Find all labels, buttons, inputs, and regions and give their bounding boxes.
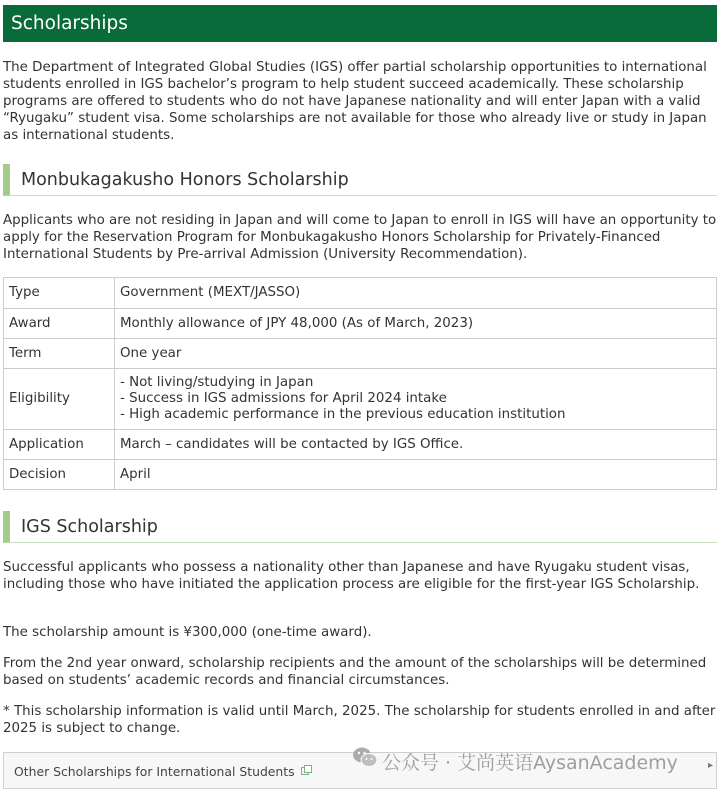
other-scholarships-link-label: Other Scholarships for International Students: [14, 764, 295, 779]
monbukagakusho-table: [3, 277, 717, 490]
igs-paragraph-second-year: From the 2nd year onward, scholarship recipients and the amount of the scholarships will be determined based on students’ academic records and financial circumstances.: [3, 656, 707, 688]
award-value: Monthly allowance of JPY 48,000 (As of March, 2023): [115, 309, 717, 339]
table-row: [4, 369, 717, 430]
wechat-icon: [352, 746, 378, 777]
eligibility-label: Eligibility: [4, 369, 115, 430]
igs-heading: IGS Scholarship: [3, 511, 717, 543]
application-label: Application: [4, 430, 115, 460]
monbukagakusho-description: Applicants who are not residing in Japan and will come to Japan to enroll in IGS will have an opportunity to apply for the Reservation Program for Monbukagakusho Honors Scholarship for Privately-Financed International Students by Pre-arrival Admission (University Recommendation).: [3, 213, 717, 262]
type-label: Type: [4, 278, 115, 309]
award-label: Award: [4, 309, 115, 339]
eligibility-item: - Success in IGS admissions for April 2024 intake: [120, 391, 447, 406]
table-row: [4, 430, 717, 460]
eligibility-item: - Not living/studying in Japan: [120, 375, 314, 390]
table-row: [4, 460, 717, 490]
watermark-text: 公众号 · 艾尚英语AysanAcademy: [382, 752, 678, 774]
intro-paragraph: The Department of Integrated Global Studies (IGS) offer partial scholarship opportunities to international students enrolled in IGS bachelor’s program to help student succeed academically. These scholarship programs are offered to students who do not have Japanese nationality and will enter Japan with a valid “Ryugaku” student visa. Some scholarships are not available for those who already live or study in Japan as international students.: [3, 60, 707, 143]
monbukagakusho-heading: Monbukagakusho Honors Scholarship: [3, 164, 717, 196]
decision-value: April: [115, 460, 717, 490]
other-scholarships-link[interactable]: [14, 753, 312, 790]
table-row: [4, 339, 717, 369]
igs-paragraph-amount: The scholarship amount is ¥300,000 (one-time award).: [3, 625, 372, 640]
application-value: March – candidates will be contacted by IGS Office.: [115, 430, 717, 460]
igs-paragraph-validity-note: * This scholarship information is valid until March, 2025. The scholarship for students enrolled in and after 2025 is subject to change.: [3, 704, 716, 736]
table-row: [4, 278, 717, 309]
table-row: [4, 309, 717, 339]
scroll-right-arrow[interactable]: ▸: [707, 760, 713, 771]
igs-paragraph-eligibility: Successful applicants who possess a nationality other than Japanese and have Ryugaku student visas, including those who have initiated the application process are eligible for the first-year IGS Scholarship.: [3, 560, 700, 592]
term-value: One year: [115, 339, 717, 369]
term-label: Term: [4, 339, 115, 369]
external-link-icon: [301, 753, 312, 790]
eligibility-item: - High academic performance in the previous education institution: [120, 407, 566, 422]
page-title: Scholarships: [3, 5, 717, 42]
type-value: Government (MEXT/JASSO): [115, 278, 717, 309]
decision-label: Decision: [4, 460, 115, 490]
eligibility-value: [115, 369, 717, 430]
watermark: [352, 748, 678, 778]
